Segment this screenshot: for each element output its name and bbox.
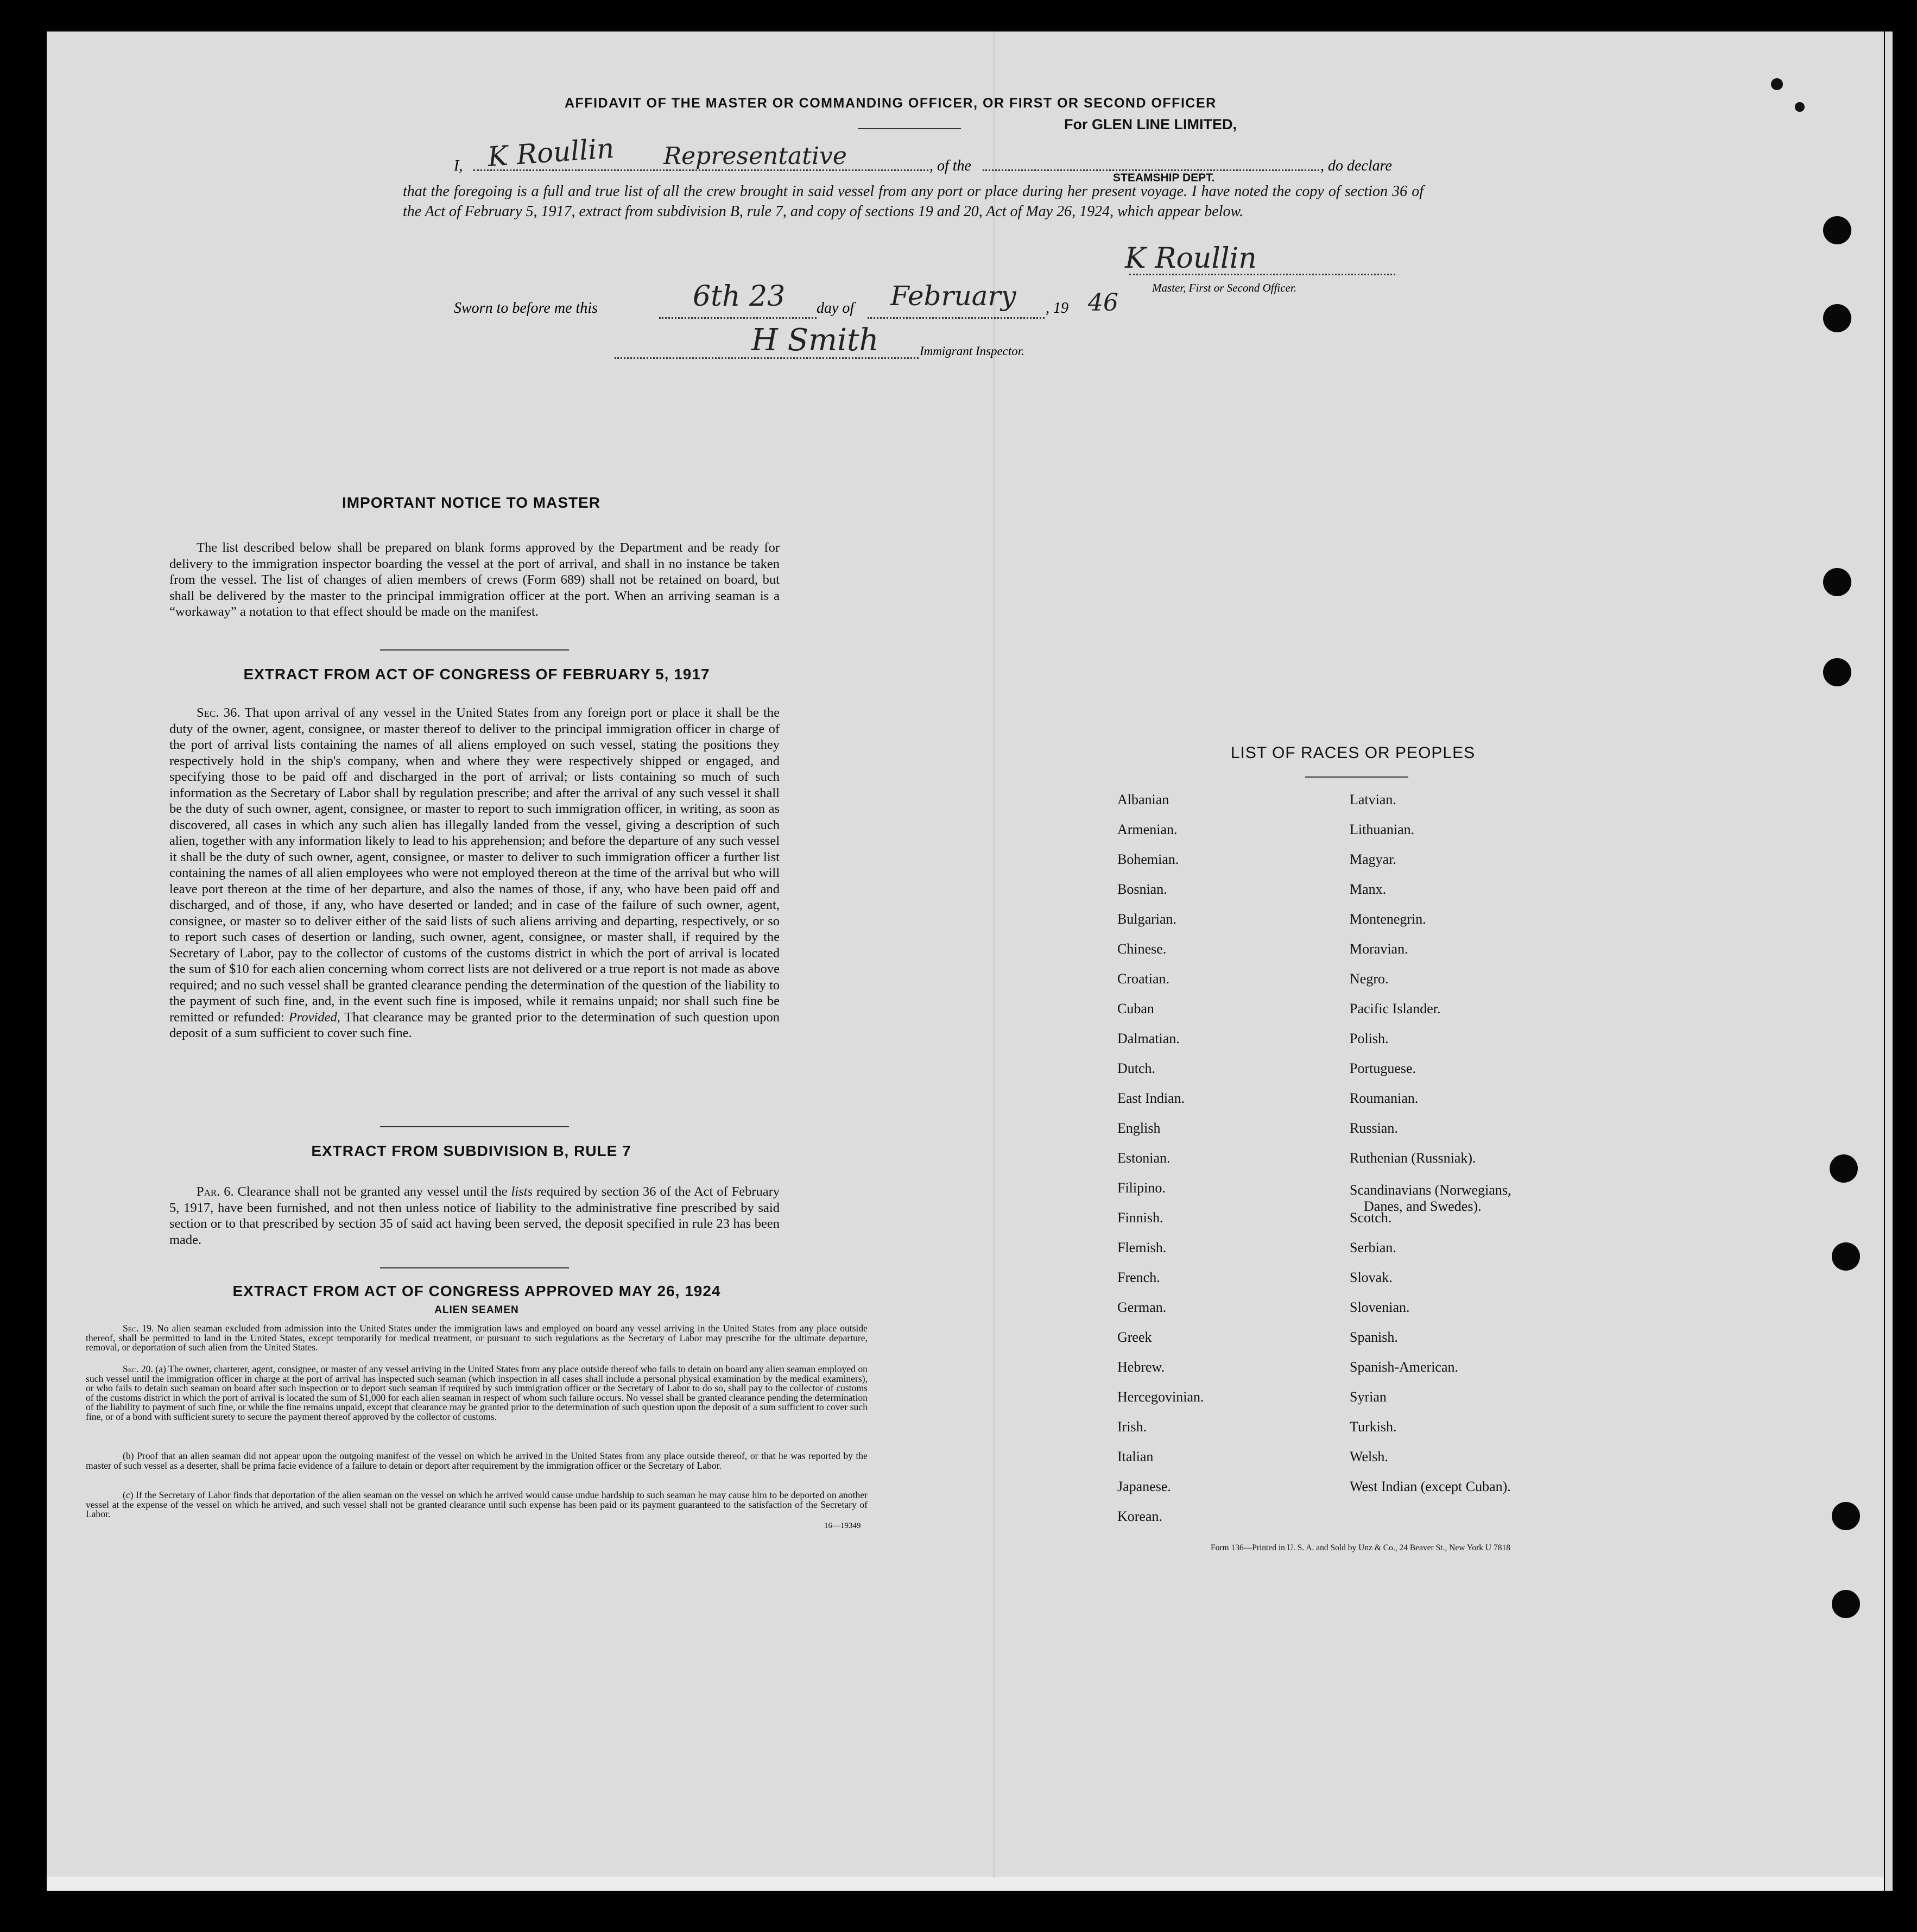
alien-seamen-subtitle: ALIEN SEAMEN (434, 1304, 519, 1316)
sec19-paragraph (86, 1324, 868, 1353)
do-declare-label: , do declare (1320, 157, 1392, 174)
proviso-label: Provided, (288, 1009, 340, 1025)
race-item: Filipino. (1117, 1180, 1166, 1196)
ink-speck (1795, 102, 1805, 112)
race-item: Polish. (1350, 1031, 1389, 1046)
race-item: Slovenian. (1350, 1299, 1410, 1315)
of-the-label: , of the (929, 157, 971, 174)
race-item: Korean. (1117, 1508, 1163, 1524)
race-item: Flemish. (1117, 1240, 1167, 1255)
race-item: Danes, and Swedes). (1364, 1198, 1482, 1214)
race-item: Serbian. (1350, 1240, 1396, 1255)
punch-hole (1823, 304, 1851, 332)
sec20-label: Sec. 20. (123, 1363, 153, 1374)
race-item: Welsh. (1350, 1449, 1388, 1464)
punch-hole (1823, 658, 1851, 686)
ink-speck (1771, 78, 1783, 90)
punch-hole (1830, 1154, 1858, 1183)
sec36-text: That upon arrival of any vessel in the United States from any foreign port or place it shall be the duty of the owner, agent, consignee, or master thereof to deliver to the principal immigration officer in charge of the port of arrival lists containing the names of all aliens employed on such vessel, stating the positions they respectively hold in the ship's company, when and where they were respectively shipped or engaged, and specifying those to be paid off and discharged in the port of arrival; or lists containing so much of such information as the Secretary of Labor shall by regulation prescribe; and after the arrival of any such vessel it shall be the duty of such owner, agent, consignee, or master to report to such immigration officer, in writing, as soon as discovered, all cases in which any such alien has illegally landed from the vessel, giving a description of such alien, together with any information likely to lead to his apprehension; and before the departure of any such vessel it shall be the duty of such owner, agent, consignee, or master to deliver to such immigration officer a further list containing the names of all alien employees who were not employed thereon at the time of the arrival but who will leave port thereon at the time of her departure, and also the names of those, if any, who have been paid off and discharged, and of those, if any, who have deserted or landed; and in case of the failure of such owner, agent, consignee, or master so to deliver either of the said lists of such aliens arriving and departing, respectively, or so to report such cases of desertion or landing, such owner, agent, consignee, or master shall, if required by the Secretary of Labor, pay to the collector of customs of the customs district in which the port of arrival is located the sum of $10 for each alien concerning whom correct lists are not delivered or a true report is not made as above required; and no such vessel shall be granted clearance pending the determination of the question of the liability to the payment of such fine, and, in the event such fine is imposed, while it remains unpaid; nor shall such fine be remitted or refunded: (169, 705, 780, 1025)
race-item: German. (1117, 1299, 1167, 1315)
sworn-label: Sworn to before me this (454, 300, 598, 317)
officer-label: Master, First or Second Officer. (1152, 281, 1296, 294)
inspector-label: Immigrant Inspector. (920, 344, 1024, 358)
extract-1924-title: EXTRACT FROM ACT OF CONGRESS APPROVED MAY 26, 1924 (232, 1283, 721, 1299)
race-item: Scotch. (1350, 1210, 1392, 1226)
company-stamp: For GLEN LINE LIMITED, (1064, 116, 1237, 132)
race-item: Latvian. (1350, 792, 1396, 807)
declarant-name-handwriting: K Roullin (486, 132, 616, 173)
race-item: Portuguese. (1350, 1060, 1416, 1076)
i-label: I, (454, 157, 463, 174)
race-item: Finnish. (1117, 1210, 1163, 1226)
race-item: West Indian (except Cuban). (1350, 1479, 1511, 1494)
race-item: Hebrew. (1117, 1359, 1165, 1375)
divider (380, 649, 569, 651)
race-item: Spanish-American. (1350, 1359, 1459, 1375)
notice-title: IMPORTANT NOTICE TO MASTER (341, 494, 601, 511)
race-item: Japanese. (1117, 1479, 1171, 1494)
sworn-day-handwriting: 6th 23 (693, 280, 786, 313)
race-item: Croatian. (1117, 971, 1170, 987)
declarant-title-handwriting: Representative (663, 142, 847, 170)
race-item: Dalmatian. (1117, 1031, 1180, 1046)
race-item: French. (1117, 1270, 1160, 1285)
race-item: Russian. (1350, 1120, 1398, 1136)
race-item: Roumanian. (1350, 1090, 1419, 1106)
race-item: Manx. (1350, 881, 1387, 897)
race-item: Spanish. (1350, 1329, 1398, 1345)
rule7-text-after: required by section 36 of the Act of February 5, 1917, have been furnished, and not then unless notice of liability to the administrative fine prescribed by said section or to that prescribed by section 35 of said act having been served, the deposit specified in rule 23 has been made. (169, 1184, 780, 1247)
race-item: Syrian (1350, 1389, 1387, 1405)
races-title-rule (1305, 776, 1408, 778)
inspector-signature: H Smith (751, 323, 879, 358)
proviso-text: That clearance may be granted prior to the determination of such question upon deposit of a sum sufficient to cover such fine. (169, 1009, 780, 1040)
lists-word: lists (511, 1184, 533, 1199)
dept-stamp: STEAMSHIP DEPT. (1113, 172, 1215, 184)
rule7-title: EXTRACT FROM SUBDIVISION B, RULE 7 (311, 1142, 631, 1159)
race-item: Turkish. (1350, 1419, 1397, 1435)
race-item: Ruthenian (Russniak). (1350, 1150, 1476, 1166)
race-item: Moravian. (1350, 941, 1408, 957)
race-item: Chinese. (1117, 941, 1167, 957)
race-item: Armenian. (1117, 822, 1178, 837)
sec36-label: Sec. 36. (197, 705, 241, 720)
race-item: Scandinavians (Norwegians, (1350, 1182, 1511, 1198)
race-item: Bosnian. (1117, 881, 1167, 897)
punch-hole (1823, 216, 1851, 244)
punch-hole (1832, 1242, 1860, 1271)
form-print-note: Form 136—Printed in U. S. A. and Sold by Unz & Co., 24 Beaver St., New York U 7818 (1211, 1543, 1510, 1552)
officer-signature-line (1129, 257, 1395, 275)
race-item: Bohemian. (1117, 851, 1179, 867)
race-item: Montenegrin. (1350, 911, 1426, 927)
notice-text: The list described below shall be prepared on blank forms approved by the Department and be ready for delivery to the immigration inspector boarding the vessel at the port of arrival, and shall in no instance be taken from the vessel. The list of changes of alien members of crews (Form 689) shall not be retained on board, but shall be delivered by the master to the principal immigration officer at the port. When an arriving seaman is a “workaway” a notation to that effect should be made on the manifest. (169, 540, 780, 619)
sec20c-paragraph: (c) If the Secretary of Labor finds that deportation of the alien seaman on the vessel on which he arrived would cause undue hardship to such seaman he may cause him to be deported on another vessel at the expense of the vessel on which he arrived, and such vessel shall not be granted clearance until such expense has been paid or its payment guaranteed to the satisfaction of the Secretary of Labor. (86, 1489, 868, 1520)
affidavit-title: AFFIDAVIT OF THE MASTER OR COMMANDING OFFICER, OR FIRST OR SECOND OFFICER (565, 96, 1217, 111)
affidavit-title-rule (858, 128, 961, 129)
race-item: Negro. (1350, 971, 1389, 987)
race-item: Hercegovinian. (1117, 1389, 1204, 1405)
race-item: Magyar. (1350, 851, 1396, 867)
race-item: Estonian. (1117, 1150, 1171, 1166)
page-bottom-edge (47, 1877, 1884, 1891)
races-title: LIST OF RACES OR PEOPLES (1230, 744, 1476, 762)
race-item: East Indian. (1117, 1090, 1185, 1106)
punch-hole (1832, 1590, 1860, 1618)
page-right-edge (1885, 31, 1893, 1891)
race-item: Greek (1117, 1329, 1152, 1345)
race-item: Dutch. (1117, 1060, 1156, 1076)
race-item: Bulgarian. (1117, 911, 1177, 927)
vessel-field (983, 152, 1319, 171)
form-code: 16—19349 (824, 1521, 861, 1530)
day-of-label: day of (817, 300, 855, 317)
rule7-paragraph (169, 1184, 780, 1248)
divider (380, 1267, 569, 1268)
race-item: Italian (1117, 1449, 1154, 1464)
race-item: Slovak. (1350, 1270, 1393, 1285)
sworn-month-handwriting: February (890, 280, 1016, 312)
extract-1917-title: EXTRACT FROM ACT OF CONGRESS OF FEBRUARY 5, 1917 (243, 666, 710, 683)
sec20a-paragraph (86, 1365, 868, 1422)
sec19-label: Sec. 19. (123, 1323, 154, 1334)
race-item: Lithuanian. (1350, 822, 1415, 837)
divider (380, 1126, 569, 1127)
par6-label: Par. 6. (197, 1184, 234, 1199)
sec20b-paragraph: (b) Proof that an alien seaman did not appear upon the outgoing manifest of the vessel on which he arrived in the United States from any place outside thereof, or that he was reported by the master of such vessel as a deserter, shall be prima facie evidence of a failure to detain or deport after requirement by the immigration officer or the Secretary of Labor. (86, 1450, 868, 1471)
race-item: English (1117, 1120, 1161, 1136)
sworn-year-handwriting: 46 (1088, 289, 1118, 317)
race-item: Pacific Islander. (1350, 1001, 1441, 1016)
race-item: Cuban (1117, 1001, 1154, 1016)
sec20a-text: (a) The owner, charterer, agent, consignee, or master of any vessel arriving in the United States from any place outside thereof who fails to detain on board any alien seaman employed on such vessel until the immigration officer in charge at the port of arrival has inspected such seaman (which inspection in all cases shall include a personal physical examination by the medical examiners), or who fails to detain such seaman on board after such inspection or to deport such seaman if required by such immigration officer or the Secretary of Labor to do so, shall pay to the collector of customs of the customs district in which the port of arrival is located the sum of $1,000 for each alien seaman in respect of whom such failure occurs. No vessel shall be granted clearance pending the determination of the liability to payment of such fine, or while the fine remains unpaid, except that clearance may be granted prior to the determination of such question upon the deposit of a sum sufficient to cover such fine, or of a bond with sufficient surety to secure the payment thereof approved by the collector of customs. (86, 1363, 868, 1422)
punch-hole (1832, 1502, 1860, 1530)
rule7-text-before: Clearance shall not be granted any vessel until the (237, 1184, 508, 1199)
punch-hole (1823, 568, 1851, 596)
officer-signature: K Roullin (1125, 242, 1257, 275)
year-prefix: , 19 (1046, 300, 1068, 317)
sec36-paragraph (169, 705, 780, 1041)
race-item: Irish. (1117, 1419, 1147, 1435)
affidavit-body: that the foregoing is a full and true list of all the crew brought in said vessel from any port or place during her present voyage. I have noted the copy of section 36 of the Act of February 5, 1917, extract from subdivision B, rule 7, and copy of sections 19 and 20, Act of May 26, 1924, which appear below. (403, 183, 1423, 220)
race-item: Albanian (1117, 792, 1169, 807)
sec19-text: No alien seaman excluded from admission into the United States under the immigration laws and employed on board any vessel arriving in the United States from any place outside thereof, shall be permitted to land in the United States, except temporarily for medical treatment, or pursuant to such regulations as the Secretary of Labor may prescribe for the ultimate departure, removal, or deportation of such alien from the United States. (86, 1323, 868, 1353)
